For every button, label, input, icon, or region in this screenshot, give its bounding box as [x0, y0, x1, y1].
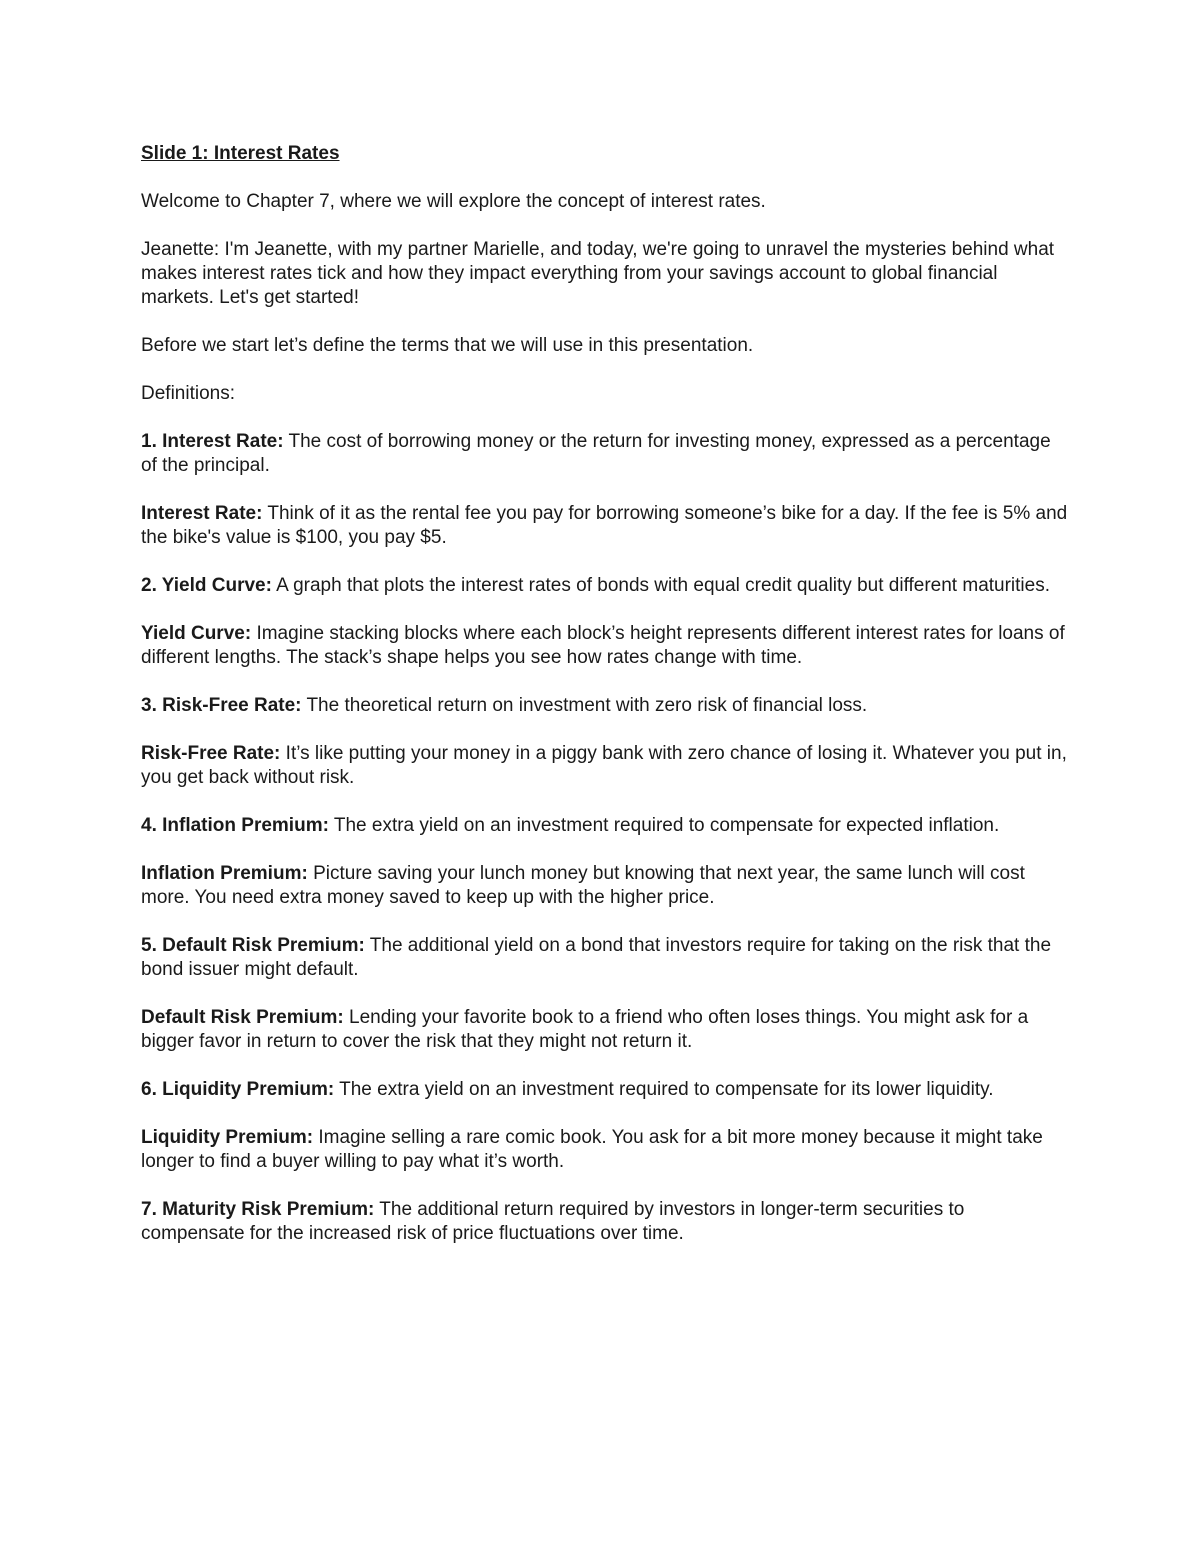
definition-term: 4. Inflation Premium:	[141, 815, 329, 836]
analogy-text: Imagine stacking blocks where each block’s height represents different interest rates for loans of different lengths. The stack’s shape helps you see how rates change with time.	[141, 623, 1065, 668]
document-page	[141, 142, 1071, 1270]
analogy-term: Yield Curve:	[141, 623, 252, 644]
analogy-term: Risk-Free Rate:	[141, 743, 281, 764]
definition-text: The additional return required by investors in longer-term securities to compensate for the increased risk of price fluctuations over time.	[141, 1199, 965, 1244]
definition-liquidity-premium	[141, 1078, 1071, 1102]
definition-text: The extra yield on an investment required to compensate for its lower liquidity.	[334, 1079, 994, 1100]
analogy-term: Default Risk Premium:	[141, 1007, 344, 1028]
definition-term: 3. Risk-Free Rate:	[141, 695, 302, 716]
definition-text: The cost of borrowing money or the return for investing money, expressed as a percentage of the principal.	[141, 431, 1051, 476]
analogy-text: It’s like putting your money in a piggy bank with zero chance of losing it. Whatever you put in, you get back without risk.	[141, 743, 1067, 788]
definition-risk-free-rate	[141, 694, 1071, 718]
definition-default-risk-premium	[141, 934, 1071, 982]
definition-text: A graph that plots the interest rates of bonds with equal credit quality but different maturities.	[271, 575, 1050, 596]
definition-interest-rate	[141, 430, 1071, 478]
analogy-text: Lending your favorite book to a friend who often loses things. You might ask for a bigger favor in return to cover the risk that they might not return it.	[141, 1007, 1029, 1052]
page-title: Slide 1: Interest Rates	[141, 143, 340, 164]
analogy-interest-rate	[141, 502, 1071, 550]
definition-term: 2. Yield Curve:	[141, 575, 272, 596]
analogy-text: Picture saving your lunch money but knowing that next year, the same lunch will cost more. You need extra money saved to keep up with the higher price.	[141, 863, 1025, 908]
definition-term: 7. Maturity Risk Premium:	[141, 1199, 375, 1220]
definition-term: 5. Default Risk Premium:	[141, 935, 365, 956]
analogy-term: Liquidity Premium:	[141, 1127, 314, 1148]
definition-text: The theoretical return on investment with zero risk of financial loss.	[301, 695, 868, 716]
analogy-text: Think of it as the rental fee you pay for borrowing someone’s bike for a day. If the fee is 5% and the bike's value is $100, you pay $5.	[141, 503, 1068, 548]
analogy-term: Interest Rate:	[141, 503, 263, 524]
analogy-text: Imagine selling a rare comic book. You ask for a bit more money because it might take longer to find a buyer willing to pay what it’s worth.	[141, 1127, 1043, 1172]
definition-inflation-premium	[141, 814, 1071, 838]
analogy-liquidity-premium	[141, 1126, 1071, 1174]
analogy-term: Inflation Premium:	[141, 863, 308, 884]
analogy-yield-curve	[141, 622, 1071, 670]
analogy-default-risk-premium	[141, 1006, 1071, 1054]
analogy-risk-free-rate	[141, 742, 1071, 790]
definition-maturity-risk-premium	[141, 1198, 1071, 1246]
definition-text: The additional yield on a bond that investors require for taking on the risk that the bond issuer might default.	[141, 935, 1052, 980]
definition-term: 1. Interest Rate:	[141, 431, 284, 452]
intro-paragraph: Jeanette: I'm Jeanette, with my partner Marielle, and today, we're going to unravel the mysteries behind what makes interest rates tick and how they impact everything from your savings account to global financial markets. Let's get started!	[141, 239, 1055, 308]
definition-text: The extra yield on an investment required to compensate for expected inflation.	[328, 815, 1000, 836]
definition-yield-curve	[141, 574, 1071, 598]
welcome-paragraph: Welcome to Chapter 7, where we will explore the concept of interest rates.	[141, 191, 766, 212]
definition-term: 6. Liquidity Premium:	[141, 1079, 335, 1100]
before-paragraph: Before we start let’s define the terms that we will use in this presentation.	[141, 335, 754, 356]
definitions-heading: Definitions:	[141, 383, 235, 404]
analogy-inflation-premium	[141, 862, 1071, 910]
